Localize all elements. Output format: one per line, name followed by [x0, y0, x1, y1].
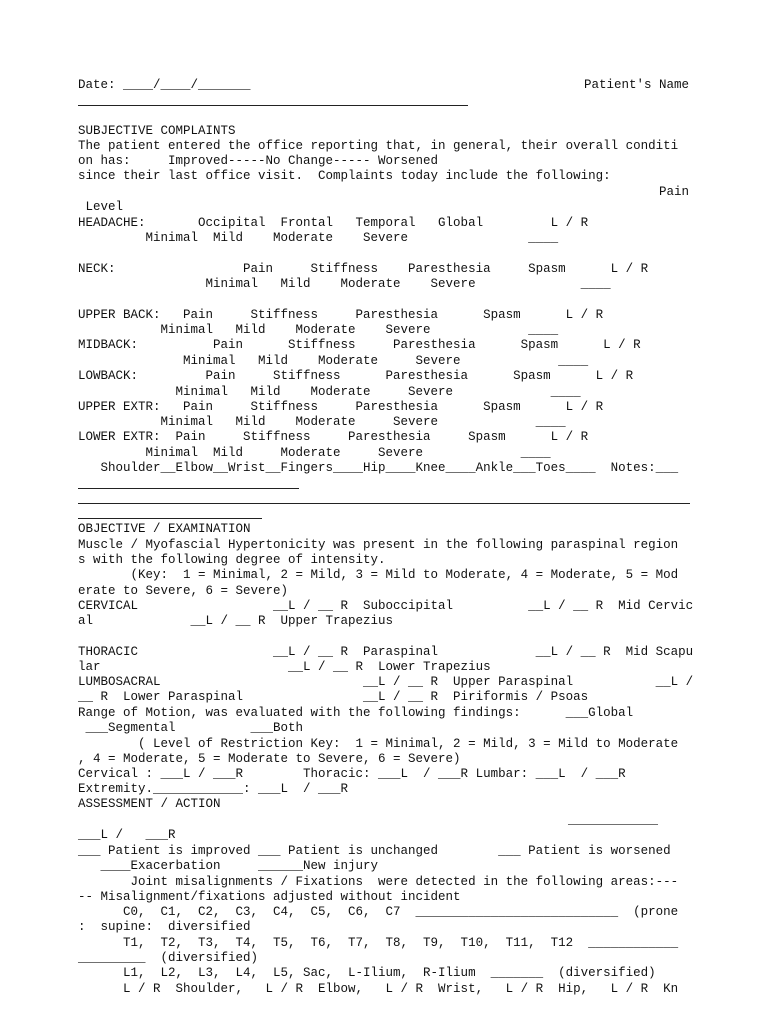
patient-status-row: ___ Patient is improved ___ Patient is unchanged ___ Patient is worsened	[78, 844, 671, 858]
misalignments-row-1: Joint misalignments / Fixations were detected in the following areas:---	[78, 875, 679, 889]
level-column-label: Level	[78, 200, 124, 214]
assessment-blank: ____________	[568, 813, 659, 827]
patient-name-underline	[78, 105, 468, 106]
date-field-line: Date: ____/____/_______	[78, 78, 251, 92]
midback-row: MIDBACK: Pain Stiffness Paresthesia Spasm L / R	[78, 338, 641, 352]
subjective-text-line-1: The patient entered the office reporting that, in general, their overall conditi	[78, 139, 679, 153]
cervical-row-1: CERVICAL __L / __ R Suboccipital __L / __ R Mid Cervic	[78, 599, 694, 613]
objective-heading: OBJECTIVE / EXAMINATION	[78, 522, 251, 536]
lowback-row: LOWBACK: Pain Stiffness Paresthesia Spasm L / R	[78, 369, 634, 383]
assessment-heading: ASSESSMENT / ACTION	[78, 797, 221, 811]
intensity-key-1: (Key: 1 = Minimal, 2 = Mild, 3 = Mild to Moderate, 4 = Moderate, 5 = Mod	[78, 568, 679, 582]
neck-severity-row: Minimal Mild Moderate Severe ____	[78, 277, 611, 291]
range-of-motion-2: ___Segmental ___Both	[78, 721, 304, 735]
subjective-heading: SUBJECTIVE COMPLAINTS	[78, 124, 236, 138]
hypertonicity-text-2: s with the following degree of intensity.	[78, 553, 386, 567]
notes-underline-1	[78, 488, 299, 489]
lumbosacral-row-1: LUMBOSACRAL __L / __ R Upper Paraspinal __L /	[78, 675, 694, 689]
headache-severity-row: Minimal Mild Moderate Severe ____	[78, 231, 559, 245]
intensity-key-2: erate to Severe, 6 = Severe)	[78, 584, 289, 598]
midback-severity-row: Minimal Mild Moderate Severe ____	[78, 354, 589, 368]
exacerbation-row: ____Exacerbation ______New injury	[78, 859, 379, 873]
extremity-joints-row: L / R Shoulder, L / R Elbow, L / R Wrist, L / R Hip, L / R Kn	[78, 982, 679, 996]
upper-back-severity-row: Minimal Mild Moderate Severe ____	[78, 323, 559, 337]
lowback-severity-row: Minimal Mild Moderate Severe ____	[78, 385, 581, 399]
cervical-segments-row: C0, C1, C2, C3, C4, C5, C6, C7 ___________________________ (prone	[78, 905, 679, 919]
neck-row: NECK: Pain Stiffness Paresthesia Spasm L / R	[78, 262, 649, 276]
subjective-text-line-3: since their last office visit. Complaints today include the following:	[78, 169, 611, 183]
headache-row: HEADACHE: Occipital Frontal Temporal Global L / R	[78, 216, 589, 230]
thoracic-row-2: lar __L / __ R Lower Trapezius	[78, 660, 491, 674]
upper-extremity-row: UPPER EXTR: Pain Stiffness Paresthesia Spasm L / R	[78, 400, 604, 414]
rom-regions-row: Cervical : ___L / ___R Thoracic: ___L / ___R Lumbar: ___L / ___R	[78, 767, 626, 781]
subjective-text-line-2: on has: Improved-----No Change----- Worsened	[78, 154, 439, 168]
notes-underline-3	[78, 518, 262, 519]
lower-extremity-severity-row: Minimal Mild Moderate Severe ____	[78, 446, 551, 460]
cervical-segments-row-cont: : supine: diversified	[78, 920, 251, 934]
thoracic-row-1: THORACIC __L / __ R Paraspinal __L / __ R Mid Scapu	[78, 645, 694, 659]
pain-column-label: Pain	[659, 185, 690, 199]
lumbar-segments-row: L1, L2, L3, L4, L5, Sac, L-Ilium, R-Ilium _______ (diversified)	[78, 966, 656, 980]
thoracic-segments-row-cont: _________ (diversified)	[78, 951, 259, 965]
cervical-row-2: al __L / __ R Upper Trapezius	[78, 614, 394, 628]
upper-back-row: UPPER BACK: Pain Stiffness Paresthesia Spasm L / R	[78, 308, 604, 322]
lumbosacral-row-2: __ R Lower Paraspinal __L / __ R Piriformis / Psoas	[78, 690, 589, 704]
upper-extremity-severity-row: Minimal Mild Moderate Severe ____	[78, 415, 566, 429]
notes-underline-2	[78, 503, 690, 504]
hypertonicity-text-1: Muscle / Myofascial Hypertonicity was present in the following paraspinal region	[78, 538, 679, 552]
range-of-motion-1: Range of Motion, was evaluated with the following findings: ___Global	[78, 706, 634, 720]
patient-name-label: Patient's Name	[584, 78, 690, 92]
lower-extremity-row: LOWER EXTR: Pain Stiffness Paresthesia Spasm L / R	[78, 430, 589, 444]
restriction-key-1: ( Level of Restriction Key: 1 = Minimal, 2 = Mild, 3 = Mild to Moderate	[78, 737, 679, 751]
misalignments-row-2: -- Misalignment/fixations adjusted without incident	[78, 890, 461, 904]
joint-areas-notes-row: Shoulder__Elbow__Wrist__Fingers____Hip____Knee____Ankle___Toes____ Notes:___	[78, 461, 679, 475]
extremity-row: Extremity.____________: ___L / ___R	[78, 782, 349, 796]
thoracic-segments-row: T1, T2, T3, T4, T5, T6, T7, T8, T9, T10, T11, T12 ____________	[78, 936, 679, 950]
restriction-key-2: , 4 = Moderate, 5 = Moderate to Severe, 6 = Severe)	[78, 752, 461, 766]
assessment-side-row: ___L / ___R	[78, 828, 176, 842]
